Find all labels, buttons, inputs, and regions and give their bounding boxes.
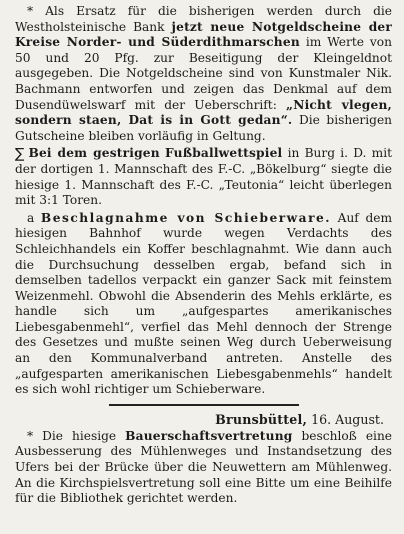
article-schieberware [15, 211, 392, 398]
article-schieberware-headline: Beschlagnahme von Schieberware. [40, 210, 331, 225]
dateline [15, 412, 384, 428]
article-bauerschaft-body: beschloß eine Ausbesserung des Mühlenweges und Instandsetzung des Ufers bei der Brücke über die Neuwettern am Mühlenweg. An die Kirchspielsvertretung soll eine Bitte um eine Beihilfe für die Bibliothek gerichtet werden. [15, 428, 393, 506]
article-schieberware-body: Auf dem hiesigen Bahnhof wurde wegen Verdachts des Schleichhandels ein Koffer beschlagnahmt. Wie dann auch die Durchsuchung desselben ergab, befand sich in demselben tadellos verpackt ein ganzer Sack mit feinstem Weizenmehl. Obwohl die Absenderin des Mehls erklärte, es handle sich um „aufgespartes amerikanisches Liebesgabenmehl“, verfiel das Mehl dennoch der Strenge des Gesetzes und mußte seinen Weg durch Ueberweisung an den Kommunalverband antreten. Anstelle des „aufgesparten amerikanischen Liebesgabenmehls“ handelt es sich wohl richtiger um Schieberware. [15, 210, 393, 397]
article-fussball-headline: Fußballwettspiel [165, 146, 283, 161]
sigma-mark-icon: ∑ [15, 146, 25, 163]
article-fussball-body: in Burg i. D. mit der dortigen 1. Mannschaft des F.-C. „Bökelburg“ siegte die hiesige 1. Mannschaft des F.-C. „Teutonia“ leicht überlegen mit 3:1 Toren. [15, 146, 392, 208]
article-notgeld-lead: * Als Ersatz für die bisherigen werden durch die Westholsteinische Bank [15, 4, 392, 34]
dateline-place: Brunsbüttel, [215, 411, 308, 427]
article-notgeld-body: im Werte von 50 und 20 Pfg. zur Beseitigung der Kleingeldnot ausgegeben. Die Notgeldscheine sind von Kunstmaler Nik. Bachmann entworfen und zeigen das Denkmal auf dem Dusendüwelswarf mit der Ueberschrift: [15, 35, 392, 112]
dateline-date: 16. August. [311, 411, 384, 427]
article-fussball-lead: Bei dem gestrigen [28, 146, 160, 161]
article-bauerschaft [15, 429, 392, 507]
article-notgeld-tail: Die bisherigen Gutscheine bleiben vorläufig in Geltung. [15, 113, 393, 143]
section-divider [109, 404, 299, 406]
article-notgeld-quote: „Nicht vlegen, sondern staen, Dat is in Gott gedan“. [15, 97, 392, 128]
article-fussball [15, 146, 392, 208]
article-bauerschaft-lead: * Die hiesige [27, 428, 117, 443]
article-notgeld-headline: jetzt neue Notgeldscheine der Kreise Norder- und Süderdithmarschen [15, 19, 392, 50]
article-bauerschaft-headline: Bauerschaftsvertretung [125, 428, 293, 443]
article-notgeld [15, 4, 392, 144]
article-schieberware-lead: a [27, 210, 35, 225]
